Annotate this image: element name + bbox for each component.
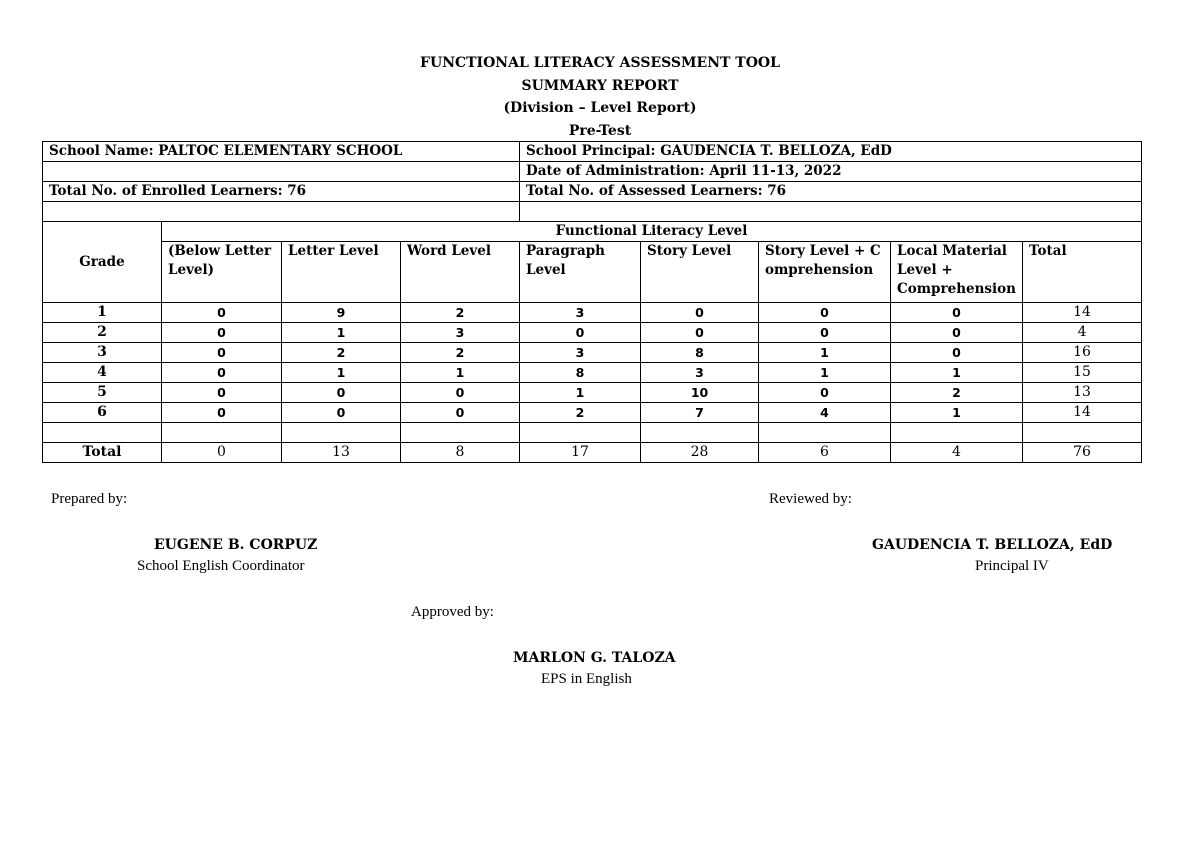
blank-cell bbox=[520, 202, 1142, 222]
report-level: (Division – Level Report) bbox=[503, 100, 697, 116]
table-cell: 4 bbox=[1023, 323, 1142, 343]
approved-by-name: MARLON G. TALOZA bbox=[513, 650, 676, 666]
table-cell: 1 bbox=[891, 403, 1023, 423]
table-cell: 1 bbox=[891, 363, 1023, 383]
assessed-learners: Total No. of Assessed Learners: 76 bbox=[520, 182, 1142, 202]
table-row bbox=[43, 323, 1142, 343]
table-cell: 0 bbox=[162, 323, 282, 343]
table-cell: 0 bbox=[759, 323, 891, 343]
table-cell: 0 bbox=[282, 403, 401, 423]
table-cell: 0 bbox=[891, 343, 1023, 363]
table-cell: 0 bbox=[520, 323, 641, 343]
prepared-by-label: Prepared by: bbox=[51, 491, 128, 507]
table-cell: 3 bbox=[641, 363, 759, 383]
total-cell: 0 bbox=[162, 443, 282, 463]
table-cell: 1 bbox=[759, 363, 891, 383]
table-row bbox=[43, 363, 1142, 383]
total-cell: 76 bbox=[1023, 443, 1142, 463]
table-row bbox=[43, 403, 1142, 423]
col-header-story-level: Story Level bbox=[641, 242, 759, 303]
grade-header: Grade bbox=[43, 222, 162, 303]
table-cell: 1 bbox=[282, 363, 401, 383]
table-cell: 15 bbox=[1023, 363, 1142, 383]
table-cell: 2 bbox=[520, 403, 641, 423]
table-cell: 1 bbox=[759, 343, 891, 363]
col-header-letter-level: Letter Level bbox=[282, 242, 401, 303]
approved-by-label: Approved by: bbox=[411, 604, 494, 620]
table-cell: 3 bbox=[520, 343, 641, 363]
enrolled-learners: Total No. of Enrolled Learners: 76 bbox=[43, 182, 520, 202]
date-of-administration: Date of Administration: April 11-13, 2022 bbox=[520, 162, 1142, 182]
table-cell: 9 bbox=[282, 303, 401, 323]
table-cell: 0 bbox=[641, 323, 759, 343]
total-cell: 17 bbox=[520, 443, 641, 463]
table-cell: 16 bbox=[1023, 343, 1142, 363]
table-cell: 0 bbox=[162, 343, 282, 363]
blank-cell bbox=[43, 202, 520, 222]
report-header bbox=[0, 52, 1200, 142]
table-cell: 2 bbox=[401, 303, 520, 323]
table-cell: 0 bbox=[401, 383, 520, 403]
table-cell: 3 bbox=[401, 323, 520, 343]
approved-by-title: EPS in English bbox=[541, 671, 632, 687]
blank-cell bbox=[282, 423, 401, 443]
blank-cell bbox=[43, 162, 520, 182]
total-cell: 28 bbox=[641, 443, 759, 463]
col-header-word-level: Word Level bbox=[401, 242, 520, 303]
table-cell: 1 bbox=[520, 383, 641, 403]
report-subtitle: SUMMARY REPORT bbox=[521, 77, 679, 94]
table-cell: 0 bbox=[891, 323, 1023, 343]
blank-cell bbox=[401, 423, 520, 443]
table-cell: 14 bbox=[1023, 403, 1142, 423]
blank-cell bbox=[759, 423, 891, 443]
blank-cell bbox=[162, 423, 282, 443]
blank-cell bbox=[641, 423, 759, 443]
col-header-total: Total bbox=[1023, 242, 1142, 303]
table-cell: 0 bbox=[759, 303, 891, 323]
table-cell: 0 bbox=[162, 403, 282, 423]
table-cell: 2 bbox=[401, 343, 520, 363]
grade-cell: 1 bbox=[43, 303, 162, 323]
table-cell: 4 bbox=[759, 403, 891, 423]
report-test-type: Pre-Test bbox=[568, 122, 632, 139]
table-cell: 3 bbox=[520, 303, 641, 323]
blank-cell bbox=[520, 423, 641, 443]
table-cell: 0 bbox=[401, 403, 520, 423]
blank-cell bbox=[1023, 423, 1142, 443]
summary-table bbox=[42, 141, 1142, 463]
table-cell: 1 bbox=[282, 323, 401, 343]
report-title: FUNCTIONAL LITERACY ASSESSMENT TOOL bbox=[420, 55, 780, 71]
blank-cell bbox=[891, 423, 1023, 443]
table-cell: 0 bbox=[162, 303, 282, 323]
table-cell: 10 bbox=[641, 383, 759, 403]
grade-cell: 4 bbox=[43, 363, 162, 383]
col-header-paragraph-level: Paragraph Level bbox=[520, 242, 641, 303]
table-cell: 0 bbox=[162, 363, 282, 383]
table-cell: 0 bbox=[759, 383, 891, 403]
total-cell: 13 bbox=[282, 443, 401, 463]
table-cell: 0 bbox=[641, 303, 759, 323]
col-header-local-material: Local Material Level + Comprehension bbox=[891, 242, 1023, 303]
table-cell: 0 bbox=[891, 303, 1023, 323]
table-row bbox=[43, 383, 1142, 403]
total-cell: 8 bbox=[401, 443, 520, 463]
prepared-by-title: School English Coordinator bbox=[137, 558, 305, 574]
functional-literacy-level-header: Functional Literacy Level bbox=[162, 222, 1142, 242]
table-cell: 14 bbox=[1023, 303, 1142, 323]
total-cell: 6 bbox=[759, 443, 891, 463]
table-row bbox=[43, 343, 1142, 363]
table-row bbox=[43, 303, 1142, 323]
prepared-by-name: EUGENE B. CORPUZ bbox=[154, 537, 318, 553]
col-header-below-letter: (Below Letter Level) bbox=[162, 242, 282, 303]
reviewed-by-name: GAUDENCIA T. BELLOZA, EdD bbox=[872, 537, 1113, 553]
grade-cell: 6 bbox=[43, 403, 162, 423]
grade-cell: 3 bbox=[43, 343, 162, 363]
reviewed-by-title: Principal IV bbox=[975, 558, 1049, 574]
totals-label: Total bbox=[43, 443, 162, 463]
total-cell: 4 bbox=[891, 443, 1023, 463]
blank-cell bbox=[43, 423, 162, 443]
totals-row bbox=[43, 443, 1142, 463]
table-cell: 8 bbox=[641, 343, 759, 363]
table-cell: 13 bbox=[1023, 383, 1142, 403]
table-cell: 7 bbox=[641, 403, 759, 423]
col-header-story-comprehension: Story Level + Comprehension bbox=[759, 242, 891, 303]
table-cell: 2 bbox=[282, 343, 401, 363]
table-cell: 0 bbox=[162, 383, 282, 403]
table-cell: 1 bbox=[401, 363, 520, 383]
school-principal: School Principal: GAUDENCIA T. BELLOZA, EdD bbox=[520, 142, 1142, 162]
grade-cell: 5 bbox=[43, 383, 162, 403]
reviewed-by-label: Reviewed by: bbox=[769, 491, 852, 507]
table-cell: 2 bbox=[891, 383, 1023, 403]
grade-cell: 2 bbox=[43, 323, 162, 343]
school-name: School Name: PALTOC ELEMENTARY SCHOOL bbox=[43, 142, 520, 162]
table-cell: 8 bbox=[520, 363, 641, 383]
table-cell: 0 bbox=[282, 383, 401, 403]
